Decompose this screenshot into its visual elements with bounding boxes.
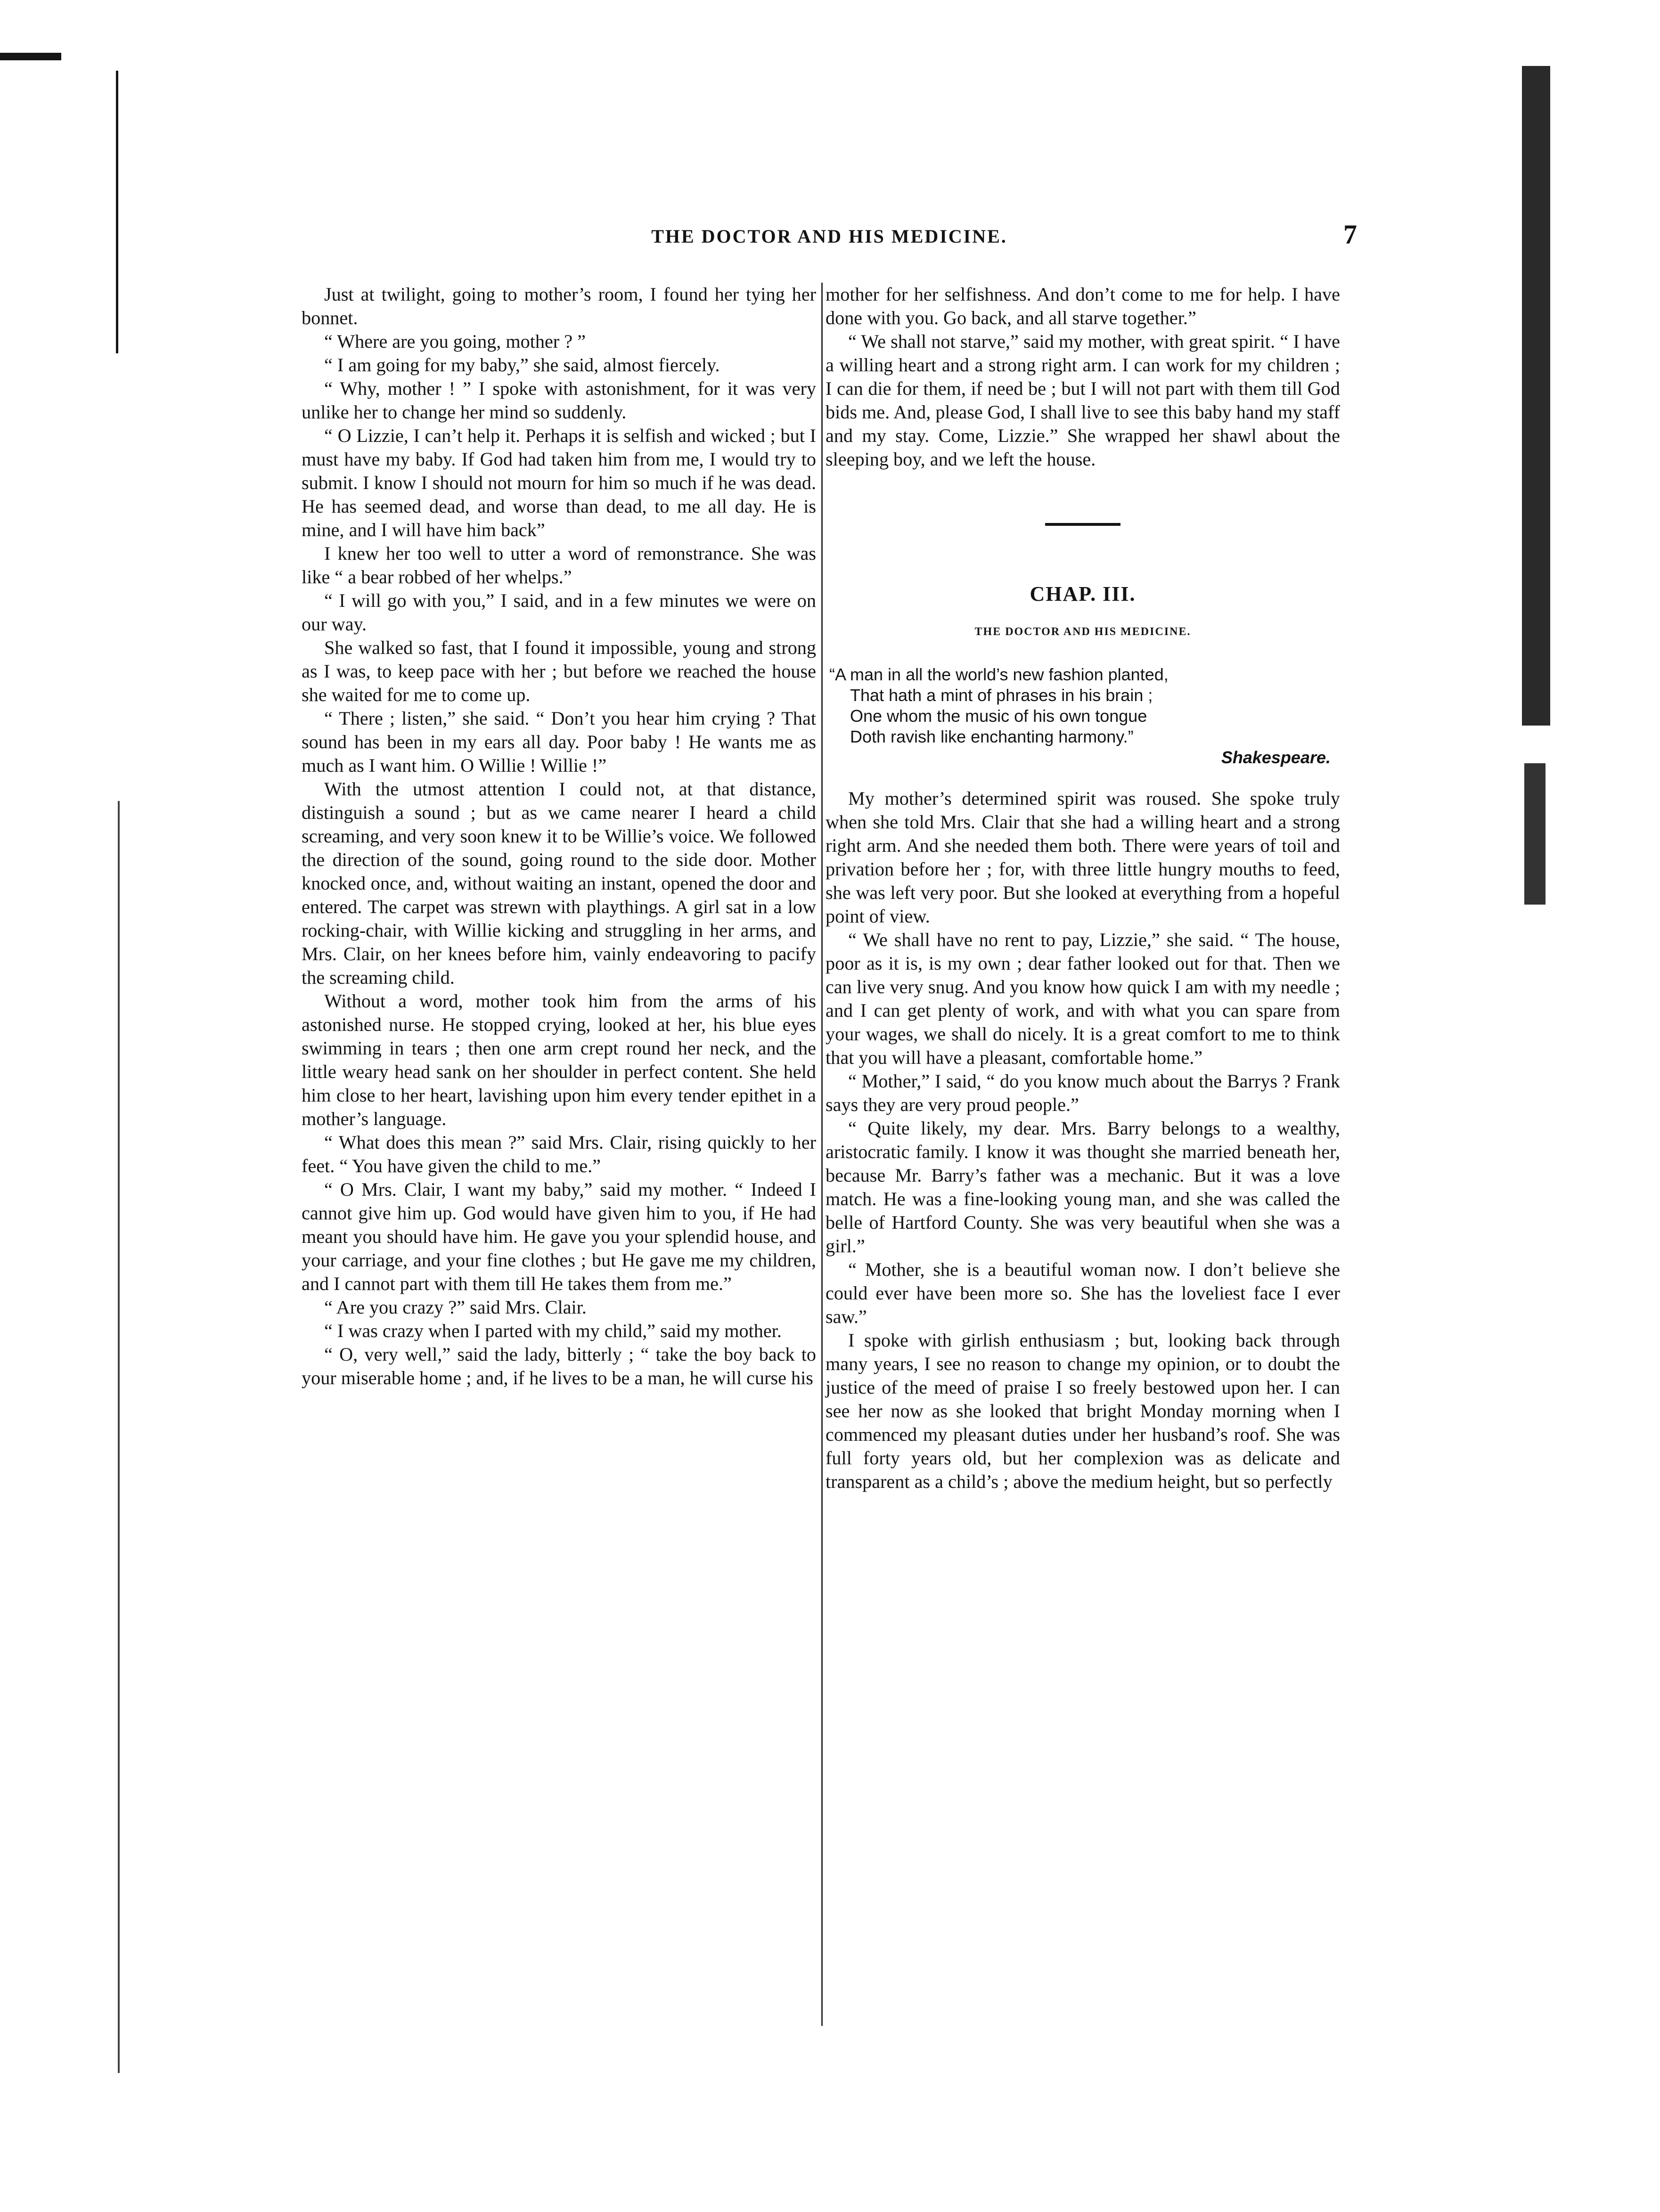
paragraph: With the utmost attention I could not, at that distance, distinguish a sound ; but as we came nearer I heard a child screaming, and very soon knew it to be Willie’s voice. We followed the direction of the sound, going round to the side door. Mother knocked once, and, without waiting an instant, opened the door and entered. The carpet was strewn with playthings. A girl sat in a low rocking-chair, with Willie kicking and struggling in her arms, and Mrs. Clair, on her knees before him, vainly endeavoring to pacify the screaming child.: [302, 778, 816, 988]
paragraph: “ I will go with you,” I said, and in a few minutes we were on our way.: [302, 590, 816, 635]
paragraph: Just at twilight, going to mother’s room, I found her tying her bonnet.: [302, 284, 816, 328]
epigraph: [826, 664, 1340, 768]
scan-margin-line-left-lower: [118, 801, 120, 2073]
running-head: THE DOCTOR AND HIS MEDICINE.: [651, 226, 1007, 247]
paragraph: mother for her selfishness. And don’t come to me for help. I have done with you. Go back, and all starve together.”: [826, 284, 1340, 328]
right-column: [826, 283, 1340, 1494]
paragraph: “ What does this mean ?” said Mrs. Clair, rising quickly to her feet. “ You have given the child to me.”: [302, 1132, 816, 1176]
paragraph: “ Quite likely, my dear. Mrs. Barry belongs to a wealthy, aristocratic family. I know it was thought she married beneath her, because Mr. Barry’s father was a mechanic. But it was a love match. He was a fine-looking young man, and she was called the belle of Hartford County. She was very beautiful when she was a girl.”: [826, 1118, 1340, 1257]
epigraph-attribution: Shakespeare.: [1221, 748, 1331, 767]
paragraph: “ We shall not starve,” said my mother, with great spirit. “ I have a willing heart and a strong right arm. I can work for my children ; I can die for them, if need be ; but I will not part with them till God bids me. And, please God, I shall live to see this baby hand my staff and my stay. Come, Lizzie.” She wrapped her shawl about the sleeping boy, and we left the house.: [826, 331, 1340, 470]
epigraph-line: Doth ravish like enchanting harmony.”: [850, 727, 1134, 746]
paragraph: “ Where are you going, mother ? ”: [324, 331, 586, 352]
epigraph-line: That hath a mint of phrases in his brain ;: [850, 686, 1153, 705]
scan-mark-top-left: [0, 53, 61, 60]
scan-margin-line-left: [116, 71, 118, 353]
paragraph: Without a word, mother took him from the arms of his astonished nurse. He stopped crying, looked at her, his blue eyes swimming in tears ; then one arm crept round her neck, and the little weary head sank on her shoulder in perfect content. She held him close to her heart, lavishing upon him every tender epithet in a mother’s language.: [302, 990, 816, 1129]
paragraph: “ O Lizzie, I can’t help it. Perhaps it is selfish and wicked ; but I must have my baby. If God had taken him from me, I would try to submit. I know I should not mourn for him so much if he was dead. He has seemed dead, and worse than dead, to me all day. He is mine, and I will have him back”: [302, 425, 816, 540]
paragraph: “ O Mrs. Clair, I want my baby,” said my mother. “ Indeed I cannot give him up. God would have given him to you, if He had meant you should have him. He gave you your splendid house, and your carriage, and your fine clothes ; but He gave me my children, and I cannot part with them till He takes them from me.”: [302, 1179, 816, 1294]
column-divider: [821, 283, 823, 2026]
paragraph: “ Why, mother ! ” I spoke with astonishment, for it was very unlike her to change her mind so suddenly.: [302, 378, 816, 423]
paragraph: I knew her too well to utter a word of remonstrance. She was like “ a bear robbed of her whelps.”: [302, 543, 816, 588]
paragraph: “ O, very well,” said the lady, bitterly ; “ take the boy back to your miserable home ; and, if he lives to be a man, he will curse his: [302, 1344, 816, 1388]
epigraph-line: “A man in all the world’s new fashion planted,: [829, 665, 1169, 684]
paragraph: “ Mother,” I said, “ do you know much about the Barrys ? Frank says they are very proud people.”: [826, 1070, 1340, 1115]
chapter-title: CHAP. III.: [1030, 582, 1136, 605]
scan-edge-right-lower: [1524, 763, 1546, 905]
left-column: [302, 283, 816, 1390]
paragraph: “ Are you crazy ?” said Mrs. Clair.: [324, 1297, 587, 1318]
scan-edge-right: [1522, 66, 1550, 726]
section-break-rule: [1045, 523, 1120, 526]
paragraph: My mother’s determined spirit was roused. She spoke truly when she told Mrs. Clair that she had a willing heart and a strong right arm. And she needed them both. There were years of toil and privation before her ; for, with three little hungry mouths to feed, she was left very poor. But she looked at everything from a hopeful point of view.: [826, 788, 1340, 927]
page-header: [302, 219, 1357, 263]
paragraph: “ There ; listen,” she said. “ Don’t you hear him crying ? That sound has been in my ears all day. Poor baby ! He wants me as much as I want him. O Willie ! Willie !”: [302, 708, 816, 776]
chapter-subtitle: THE DOCTOR AND HIS MEDICINE.: [974, 626, 1191, 638]
paragraph: “ I am going for my baby,” she said, almost fiercely.: [324, 354, 720, 375]
paragraph: “ I was crazy when I parted with my child,” said my mother.: [324, 1320, 782, 1341]
paragraph: “ We shall have no rent to pay, Lizzie,” she said. “ The house, poor as it is, is my own ; dear father looked out for that. Then we can live very snug. And you know how quick I am with my needle ; and I can get plenty of work, and with what you can spare from your wages, we shall do nicely. It is a great comfort to me to think that you will have a pleasant, comfortable home.”: [826, 929, 1340, 1068]
page-number: 7: [1343, 219, 1357, 250]
paragraph: “ Mother, she is a beautiful woman now. I don’t believe she could ever have been more so. She has the loveliest face I ever saw.”: [826, 1259, 1340, 1327]
paragraph: She walked so fast, that I found it impossible, young and strong as I was, to keep pace with her ; but before we reached the house she waited for me to come up.: [302, 637, 816, 705]
epigraph-line: One whom the music of his own tongue: [850, 706, 1147, 726]
paragraph: I spoke with girlish enthusiasm ; but, looking back through many years, I see no reason to change my opinion, or to doubt the justice of the meed of praise I so freely bestowed upon her. I can see her now as she looked that bright Monday morning when I commenced my pleasant duties under her husband’s roof. She was full forty years old, but her complexion was as delicate and transparent as a child’s ; above the medium height, but so perfectly: [826, 1330, 1340, 1492]
